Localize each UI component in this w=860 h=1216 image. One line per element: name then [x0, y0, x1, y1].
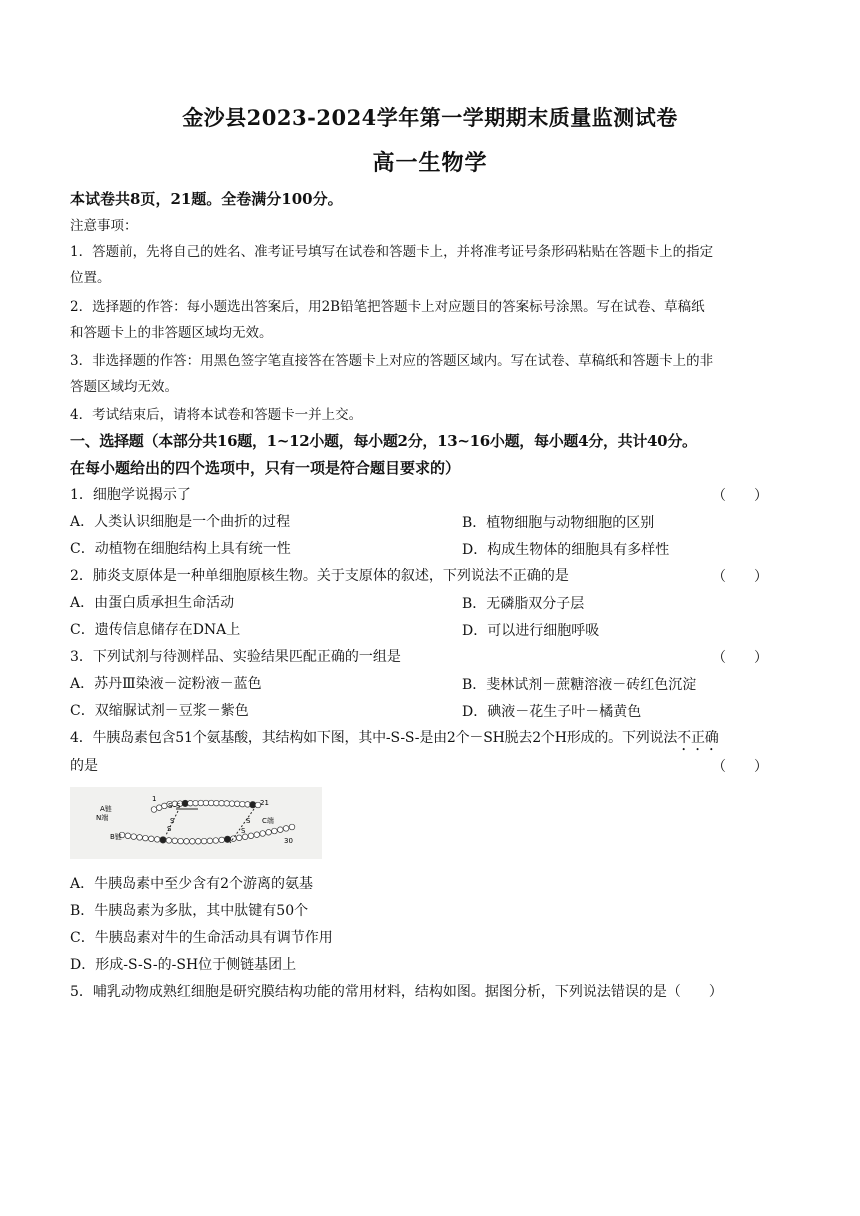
amino-acid-bead	[178, 838, 184, 844]
c-end-label: C端	[262, 817, 274, 825]
question-3-stem: 3．下列试剂与待测样品、实验结果匹配正确的一组是	[70, 649, 401, 665]
amino-acid-bead	[236, 835, 242, 841]
question-4-stem-text: 4．牛胰岛素包含51个氨基酸，其结构如下图，其中-S-S-是由2个－SH脱去2个H形成的。下列说法	[70, 730, 678, 746]
amino-acid-bead	[149, 836, 155, 842]
option-b: B．牛胰岛素为多肽，其中肽键有50个	[70, 903, 309, 919]
ss-label: S–S	[168, 802, 181, 810]
option-b: B．无磷脂双分子层	[462, 596, 585, 612]
option-d: D．可以进行细胞呼吸	[462, 623, 600, 639]
amino-acid-bead	[195, 839, 201, 845]
amino-acid-bead	[203, 800, 209, 806]
exam-title: 金沙县2023-2024学年第一学期期末质量监测试卷	[182, 105, 678, 130]
amino-acid-bead	[208, 800, 214, 806]
note-line: 4．考试结束后，请将本试卷和答题卡一并上交。	[70, 407, 363, 423]
a-chain-label: A链	[100, 805, 112, 813]
b-chain-label: B链	[110, 833, 122, 841]
option-d: D．形成-S-S-的-SH位于侧链基团上	[70, 957, 297, 973]
option-a: A．由蛋白质承担生命活动	[70, 595, 235, 611]
option-d: D．碘液－花生子叶－橘黄色	[462, 704, 642, 720]
amino-acid-bead	[266, 830, 272, 836]
n-end-label: N端	[96, 814, 109, 822]
option-b: B．斐林试剂－蔗糖溶液－砖红色沉淀	[462, 677, 697, 693]
question-2-stem: 2．肺炎支原体是一种单细胞原核生物。关于支原体的叙述，下列说法不正确的是	[70, 568, 569, 584]
amino-acid-bead	[219, 800, 225, 806]
amino-acid-bead	[156, 805, 162, 811]
option-a: A．牛胰岛素中至少含有2个游离的氨基	[70, 876, 314, 892]
option-c: C．遗传信息储存在DNA上	[70, 622, 241, 638]
amino-acid-bead	[131, 834, 137, 840]
amino-acid-bead	[260, 831, 266, 837]
question-5-stem: 5．哺乳动物成熟红细胞是研究膜结构功能的常用材料，结构如图。据图分析，下列说法错误的是（ ）	[70, 984, 723, 1000]
amino-acid-bead	[254, 832, 260, 838]
amino-acid-bead	[224, 836, 230, 842]
amino-acid-bead	[240, 801, 246, 807]
question-4-stem-end: 的是	[70, 758, 98, 774]
answer-paren: （ ）	[712, 569, 768, 585]
s-label: S	[170, 817, 175, 825]
answer-paren: （ ）	[712, 759, 768, 775]
note-line: 2．选择题的作答：每小题选出答案后，用2B铅笔把答题卡上对应题目的答案标号涂黑。写在试卷、草稿纸	[70, 299, 705, 315]
b-chain-beads	[119, 824, 295, 844]
amino-acid-bead	[278, 827, 284, 833]
amino-acid-bead	[190, 839, 196, 845]
residue-1-label: 1	[152, 795, 157, 803]
emphasis-text: 不正确	[677, 730, 719, 746]
question-1-stem: 1．细胞学说揭示了	[70, 487, 191, 503]
amino-acid-bead	[125, 833, 131, 839]
amino-acid-bead	[248, 833, 254, 839]
residue-21-label: 21	[260, 799, 269, 807]
amino-acid-bead	[162, 803, 168, 809]
amino-acid-bead	[207, 838, 213, 844]
amino-acid-bead	[193, 800, 199, 806]
s-label: S	[167, 825, 172, 833]
amino-acid-bead	[137, 835, 143, 841]
amino-acid-bead	[201, 838, 207, 844]
note-line: 和答题卡上的非答题区域均无效。	[70, 325, 273, 341]
answer-paren: （ ）	[712, 488, 768, 504]
amino-acid-bead	[289, 824, 295, 830]
amino-acid-bead	[160, 837, 166, 843]
amino-acid-bead	[229, 801, 235, 807]
amino-acid-bead	[143, 835, 149, 841]
amino-acid-bead	[172, 838, 178, 844]
amino-acid-bead	[234, 801, 240, 807]
section-instruction: 在每小题给出的四个选项中，只有一项是符合题目要求的）	[70, 459, 461, 477]
answer-paren: （ ）	[712, 650, 768, 666]
note-line: 3．非选择题的作答：用黑色签字笔直接答在答题卡上对应的答题区域内。写在试卷、草稿纸和答题卡上的非	[70, 353, 714, 369]
option-b: B．植物细胞与动物细胞的区别	[462, 515, 655, 531]
insulin-diagram-svg	[70, 787, 322, 859]
amino-acid-bead	[154, 837, 160, 843]
amino-acid-bead	[214, 800, 220, 806]
amino-acid-bead	[198, 800, 204, 806]
option-a: A．苏丹Ⅲ染液－淀粉液－蓝色	[70, 676, 262, 692]
s-label: S	[246, 817, 251, 825]
amino-acid-bead	[151, 807, 157, 813]
option-c: C．双缩脲试剂－豆浆－紫色	[70, 703, 249, 719]
option-d: D．构成生物体的细胞具有多样性	[462, 542, 670, 558]
question-4-stem	[70, 728, 719, 754]
amino-acid-bead	[184, 839, 190, 845]
amino-acid-bead	[272, 828, 278, 834]
option-a: A．人类认识细胞是一个曲折的过程	[70, 514, 291, 530]
note-line: 1．答题前，先将自己的姓名、准考证号填写在试卷和答题卡上，并将准考证号条形码粘贴在答题卡上的指定	[70, 244, 714, 260]
amino-acid-bead	[188, 800, 194, 806]
note-line: 答题区域均无效。	[70, 379, 178, 395]
amino-acid-bead	[224, 801, 230, 807]
intro-line: 本试卷共8页，21题。全卷满分100分。	[70, 190, 343, 208]
amino-acid-bead	[166, 838, 172, 844]
subject-title: 高一生物学	[372, 150, 488, 176]
notes-heading: 注意事项：	[70, 218, 138, 234]
s-label: S	[241, 827, 246, 835]
option-c: C．牛胰岛素对牛的生命活动具有调节作用	[70, 930, 333, 946]
amino-acid-bead	[219, 837, 225, 843]
section-heading: 一、选择题（本部分共16题，1~12小题，每小题2分，13~16小题，每小题4分，共计40分。	[70, 432, 697, 450]
option-c: C．动植物在细胞结构上具有统一性	[70, 541, 291, 557]
amino-acid-bead	[213, 838, 219, 844]
amino-acid-bead	[283, 826, 289, 832]
insulin-structure-diagram	[70, 787, 322, 859]
residue-30-label: 30	[284, 837, 293, 845]
note-line: 位置。	[70, 270, 111, 286]
